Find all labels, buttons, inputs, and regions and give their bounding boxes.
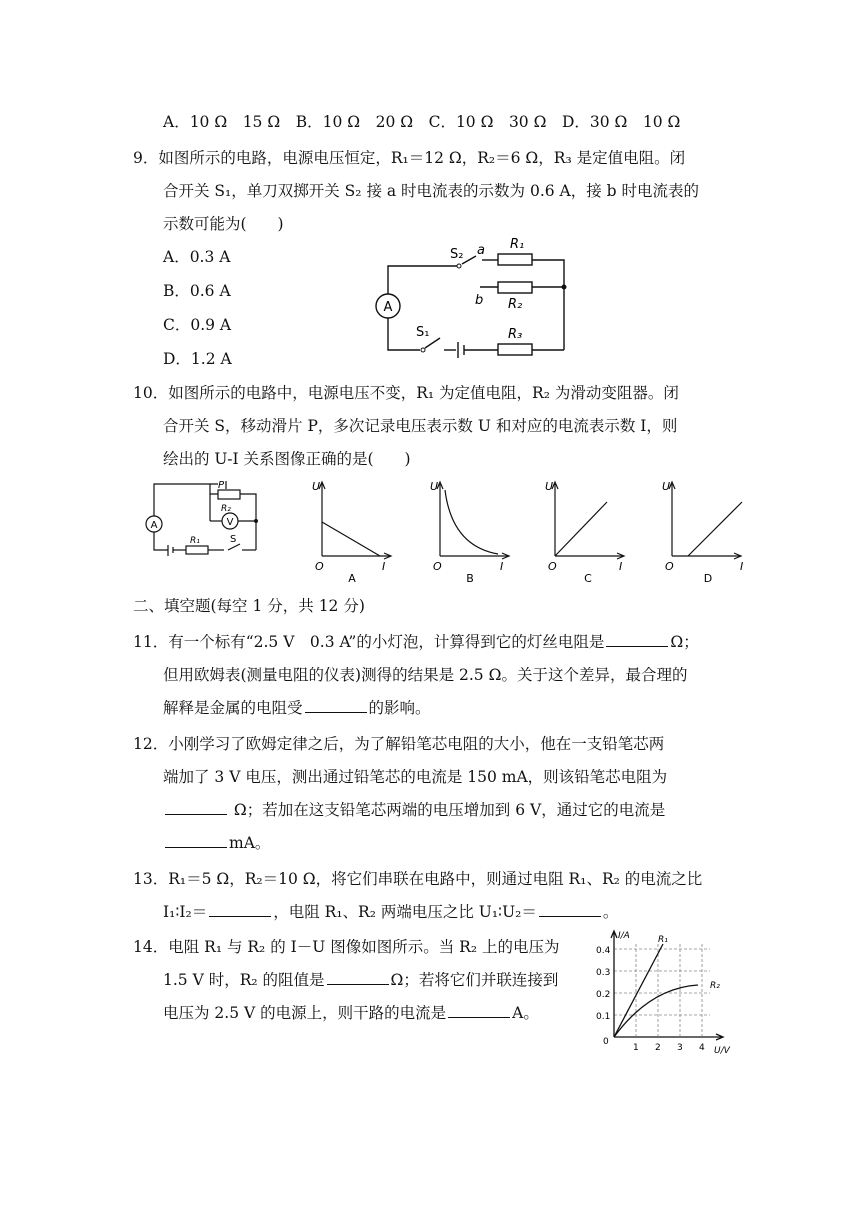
q10-voltmeter-label: V xyxy=(226,517,234,528)
q14-xlabel: U/V xyxy=(714,1046,730,1056)
q10-graph-a xyxy=(310,478,390,588)
q14-xtick-2: 2 xyxy=(655,1043,661,1053)
q13-blank-2[interactable] xyxy=(539,902,601,917)
q11-line2: 但用欧姆表(测量电阻的仪表)测得的结果是 2.5 Ω。关于这个差异，最合理的 xyxy=(163,666,688,684)
q9-s1-label: S₁ xyxy=(416,325,430,340)
q14-line3: 电压为 2.5 V 的电源上，则干路的电流是 A。 xyxy=(163,1004,539,1022)
q12-line3: Ω；若加在这支铅笔芯两端的电压增加到 6 V，通过它的电流是 xyxy=(163,800,665,820)
q14-blank-1[interactable] xyxy=(327,970,389,985)
q9-ammeter-label: A xyxy=(383,300,393,315)
q14-xtick-4: 4 xyxy=(699,1043,705,1053)
q14-r1-label: R₁ xyxy=(658,935,668,945)
q9-circuit-diagram xyxy=(370,232,580,357)
q14-line2: 1.5 V 时，R₂ 的阻值是 Ω；若将它们并联连接到 xyxy=(163,971,559,989)
q14-blank-2[interactable] xyxy=(448,1003,510,1018)
q10-line1: 10．如图所示的电路中，电源电压不变，R₁ 为定值电阻，R₂ 为滑动变阻器。闭 xyxy=(133,384,679,402)
q12-line2: 端加了 3 V 电压，测出通过铅笔芯的电流是 150 mA，则该铅笔芯电阻为 xyxy=(163,768,668,786)
q10-graph-a-i: I xyxy=(382,560,386,573)
q10-graph-d-o: O xyxy=(665,560,674,573)
q10-graph-b-o: O xyxy=(433,560,442,573)
q14-iu-chart xyxy=(592,926,742,1058)
q9-b-label: b xyxy=(475,293,484,308)
q9-s2-label: S₂ xyxy=(450,247,464,262)
q9-line1: 9．如图所示的电路，电源电压恒定，R₁＝12 Ω，R₂＝6 Ω，R₃ 是定值电阻。闭 xyxy=(133,149,686,167)
q10-graph-b xyxy=(428,478,508,588)
q10-graph-b-i: I xyxy=(500,560,504,573)
q9-option-b: B．0.6 A xyxy=(163,282,231,300)
q9-option-a: A．0.3 A xyxy=(163,248,231,266)
q14-ylabel: I/A xyxy=(618,931,630,941)
q10-s-label: S xyxy=(230,534,237,545)
q14-ytick-03: 0.3 xyxy=(596,968,611,978)
q12-line4: mA。 xyxy=(163,833,270,853)
q13-line1: 13．R₁＝5 Ω，R₂＝10 Ω，将它们串联在电路中，则通过电阻 R₁、R₂ 的电流之比 xyxy=(133,870,703,888)
q11-blank-1[interactable] xyxy=(606,632,668,647)
q10-line2: 合开关 S，移动滑片 P，多次记录电压表示数 U 和对应的电流表示数 I，则 xyxy=(163,417,678,435)
q10-graph-b-label: B xyxy=(466,572,474,585)
q9-option-c: C．0.9 A xyxy=(163,316,232,334)
q14-ytick-01: 0.1 xyxy=(596,1012,611,1022)
q10-graph-c-label: C xyxy=(584,572,592,585)
q12-line1: 12．小刚学习了欧姆定律之后，为了解铅笔芯电阻的大小，他在一支铅笔芯两 xyxy=(133,735,665,753)
q14-ytick-02: 0.2 xyxy=(596,990,611,1000)
q9-r1-label: R₁ xyxy=(510,237,525,252)
q11-line3: 解释是金属的电阻受 的影响。 xyxy=(163,699,431,717)
q10-graph-a-o: O xyxy=(315,560,324,573)
q10-circuit-diagram xyxy=(138,476,268,568)
q13-blank-1[interactable] xyxy=(209,902,271,917)
q10-r2-label: R₂ xyxy=(221,504,231,514)
q10-p-label: P xyxy=(218,480,225,491)
q10-r1-label: R₁ xyxy=(190,536,200,546)
q12-blank-2[interactable] xyxy=(165,833,227,848)
q9-a-label: a xyxy=(477,243,485,258)
q11-line1: 11．有一个标有“2.5 V 0.3 A”的小灯泡，计算得到它的灯丝电阻是 Ω； xyxy=(133,633,699,651)
q10-graph-a-label: A xyxy=(348,572,356,585)
q10-graph-c-u: U xyxy=(545,480,554,493)
q11-blank-2[interactable] xyxy=(305,698,367,713)
q14-origin: 0 xyxy=(603,1037,609,1047)
q9-r2-label: R₂ xyxy=(508,297,523,312)
q12-blank-1[interactable] xyxy=(165,800,227,815)
q10-graph-a-u: U xyxy=(312,480,321,493)
q9-r3-label: R₃ xyxy=(508,327,523,342)
q14-xtick-3: 3 xyxy=(677,1043,683,1053)
q10-graph-c xyxy=(543,478,633,588)
q10-ammeter-label: A xyxy=(150,520,158,531)
q10-graph-b-u: U xyxy=(430,480,439,493)
q13-line2: I₁∶I₂＝ ，电阻 R₁、R₂ 两端电压之比 U₁∶U₂＝ 。 xyxy=(163,903,619,921)
q14-xtick-1: 1 xyxy=(633,1043,639,1053)
q14-r2-label: R₂ xyxy=(710,981,720,991)
q9-option-d: D．1.2 A xyxy=(163,350,232,368)
q10-graph-d xyxy=(660,478,750,588)
q14-line1: 14．电阻 R₁ 与 R₂ 的 I－U 图像如图所示。当 R₂ 上的电压为 xyxy=(133,938,560,956)
section-heading-fill-blank: 二、填空题(每空 1 分，共 12 分) xyxy=(133,597,365,615)
q8-options: A．10 Ω 15 Ω B．10 Ω 20 Ω C．10 Ω 30 Ω D．30 Ω 10 Ω xyxy=(163,113,681,131)
q10-graph-d-i: I xyxy=(740,560,744,573)
q9-line3: 示数可能为( ) xyxy=(163,215,284,233)
q10-graph-c-i: I xyxy=(619,560,623,573)
q14-ytick-04: 0.4 xyxy=(596,946,611,956)
q10-graph-c-o: O xyxy=(548,560,557,573)
q10-line3: 绘出的 U-I 关系图像正确的是( ) xyxy=(163,450,411,468)
q9-line2: 合开关 S₁，单刀双掷开关 S₂ 接 a 时电流表的示数为 0.6 A，接 b 时电流表的 xyxy=(163,182,700,200)
q10-graph-d-u: U xyxy=(662,480,671,493)
q10-graph-d-label: D xyxy=(703,572,713,585)
